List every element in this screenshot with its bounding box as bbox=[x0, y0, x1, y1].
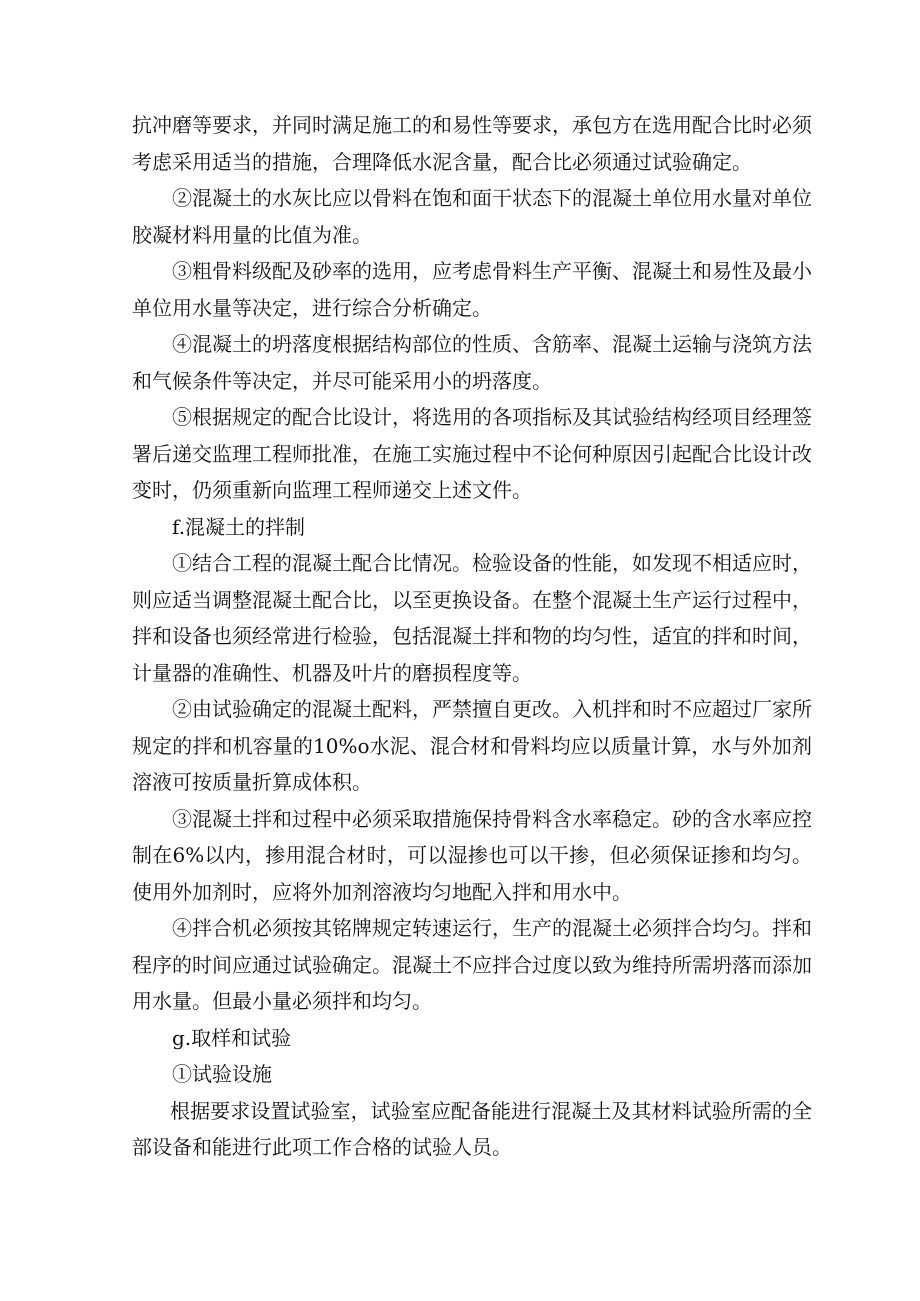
section-heading-g: g.取样和试验 bbox=[172, 1025, 292, 1050]
document-body bbox=[132, 107, 812, 1166]
paragraph-mixing-2: ②由试验确定的混凝土配料，严禁擅自更改。入机拌和时不应超过厂家所规定的拌和机容量的10%o水泥、混合材和骨料均应以质量计算，水与外加剂溶液可按质量折算成体积。 bbox=[132, 697, 812, 794]
section-heading-f: f.混凝土的拌制 bbox=[172, 514, 306, 539]
paragraph-test-facilities: 根据要求设置试验室，试验室应配备能进行混凝土及其材料试验所需的全部设备和能进行此项工作合格的试验人员。 bbox=[132, 1098, 812, 1159]
paragraph-item-4: ④混凝土的坍落度根据结构部位的性质、含筋率、混凝土运输与浇筑方法和气候条件等决定，并尽可能采用小的坍落度。 bbox=[132, 332, 812, 393]
paragraph-item-2: ②混凝土的水灰比应以骨料在饱和面干状态下的混凝土单位用水量对单位胶凝材料用量的比值为准。 bbox=[132, 186, 812, 247]
paragraph-mixing-3: ③混凝土拌和过程中必须采取措施保持骨料含水率稳定。砂的含水率应控制在6%以内，掺用混合材时，可以湿掺也可以干掺，但必须保证掺和均匀。使用外加剂时，应将外加剂溶液均匀地配入拌和用水中。 bbox=[132, 806, 812, 904]
subheading-test-facilities: ①试验设施 bbox=[172, 1062, 272, 1086]
paragraph-item-5: ⑤根据规定的配合比设计，将选用的各项指标及其试验结构经项目经理签署后递交监理工程师批准，在施工实施过程中不论何种原因引起配合比设计改变时，仍须重新向监理工程师递交上述文件。 bbox=[132, 405, 812, 502]
paragraph-item-3: ③粗骨料级配及砂率的选用，应考虑骨料生产平衡、混凝土和易性及最小单位用水量等决定，进行综合分析确定。 bbox=[132, 259, 812, 320]
paragraph-mixing-1: ①结合工程的混凝土配合比情况。检验设备的性能，如发现不相适应时，则应适当调整混凝土配合比，以至更换设备。在整个混凝土生产运行过程中，拌和设备也须经常进行检验，包括混凝土拌和物的均匀性，适宜的拌和时间，计量器的准确性、机器及叶片的磨损程度等。 bbox=[132, 551, 812, 685]
paragraph-continuation: 抗冲磨等要求，并同时满足施工的和易性等要求，承包方在选用配合比时必须考虑采用适当的措施，合理降低水泥含量，配合比必须通过试验确定。 bbox=[132, 113, 812, 174]
paragraph-mixing-4: ④拌合机必须按其铭牌规定转速运行，生产的混凝土必须拌合均匀。拌和程序的时间应通过试验确定。混凝土不应拌合过度以致为维持所需坍落而添加用水量。但最小量必须拌和均匀。 bbox=[132, 916, 812, 1013]
